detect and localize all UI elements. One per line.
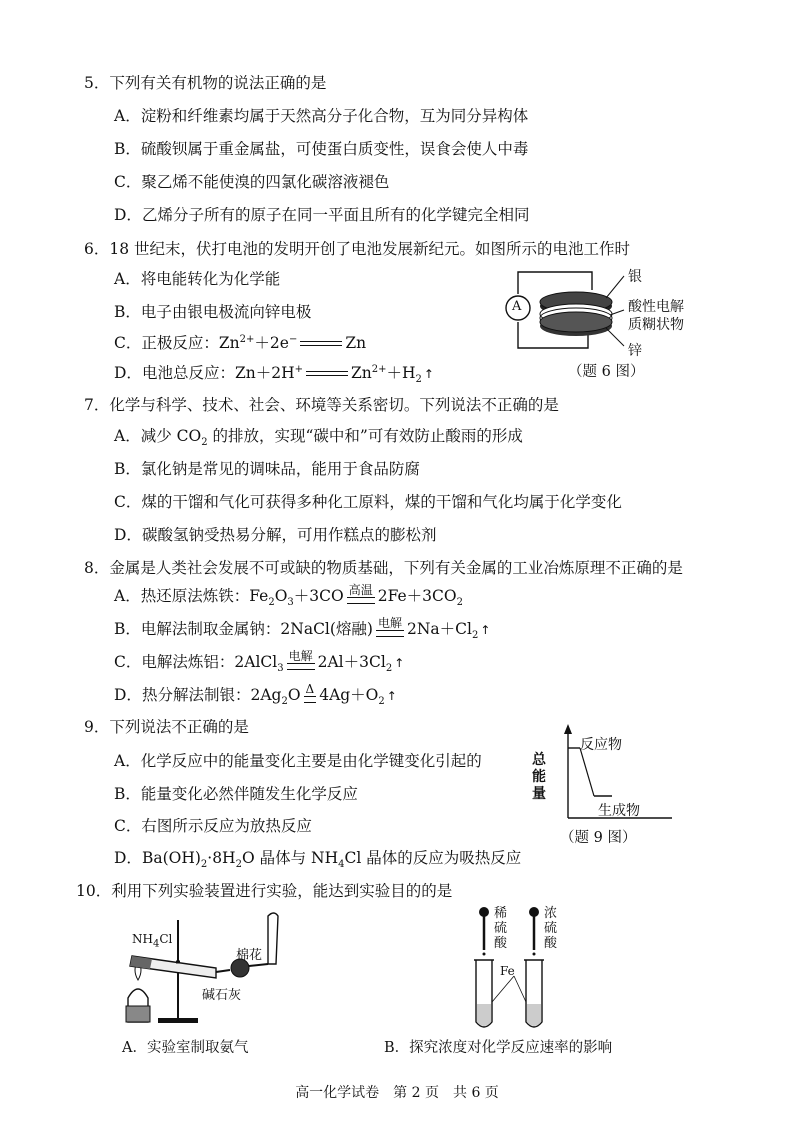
gas-arrow-icon: ↑ bbox=[394, 656, 405, 670]
figure-10a-caption: A．实验室制取氨气 bbox=[122, 1040, 249, 1056]
equals-bar bbox=[306, 370, 348, 378]
soda-lime-label: 碱石灰 bbox=[202, 988, 242, 1003]
question-6-option-d: D．电池总反应：Zn＋2H+ $Zn^{2+}+H_2$ ↑ bbox=[114, 363, 434, 386]
question-6-option-b: B．电子由银电极流向锌电极 bbox=[114, 303, 312, 321]
question-8-option-a: A．热还原法炼铁：$Fe_2O_3+3CO$ 高温 $2Fe+3CO_2$ bbox=[114, 583, 463, 609]
question-5-option-a: A．淀粉和纤维素均属于天然高分子化合物，互为同分异构体 bbox=[114, 107, 529, 125]
zinc-label: 锌 bbox=[628, 343, 642, 359]
question-10-stem: 10．利用下列实验装置进行实验，能达到实验目的的是 bbox=[76, 882, 453, 900]
silver-label: 银 bbox=[628, 269, 642, 285]
gas-arrow-icon: ↑ bbox=[423, 367, 434, 381]
electrolyte-label-1: 酸性电解 bbox=[628, 299, 684, 315]
product-label: 生成物 bbox=[598, 803, 640, 819]
question-5-option-d: D．乙烯分子所有的原子在同一平面且所有的化学键完全相同 bbox=[114, 206, 530, 224]
question-5-stem: 5．下列有关有机物的说法正确的是 bbox=[84, 74, 327, 92]
question-8-stem: 8．金属是人类社会发展不可或缺的物质基础，下列有关金属的工业冶炼原理不正确的是 bbox=[84, 559, 683, 577]
condition-electrolysis: 电解 bbox=[287, 650, 315, 676]
question-7-option-a: A．减少 $CO_2$ 的排放，实现“碳中和”可有效防止酸雨的形成 bbox=[114, 427, 523, 449]
question-7-stem: 7．化学与科学、技术、社会、环境等关系密切。下列说法不正确的是 bbox=[84, 396, 559, 414]
question-9-option-c: C．右图所示反应为放热反应 bbox=[114, 817, 312, 835]
condition-electrolysis: 电解 bbox=[376, 617, 404, 643]
ammonium-chloride-label: $NH_4Cl$ bbox=[132, 932, 173, 950]
concentration-apparatus-diagram bbox=[466, 902, 586, 1032]
ammonia-apparatus-diagram bbox=[118, 910, 318, 1030]
iron-label: Fe bbox=[500, 964, 515, 978]
dilute-acid-label: 稀硫酸 bbox=[494, 906, 508, 951]
question-5-option-c: C．聚乙烯不能使溴的四氯化碳溶液褪色 bbox=[114, 173, 390, 191]
figure-6-voltaic-cell bbox=[496, 262, 736, 382]
question-7-option-c: C．煤的干馏和气化可获得多种化工原料，煤的干馏和气化均属于化学变化 bbox=[114, 493, 622, 511]
figure-10b-caption: B．探究浓度对化学反应速率的影响 bbox=[384, 1040, 613, 1056]
question-7-option-d: D．碳酸氢钠受热易分解，可用作糕点的膨松剂 bbox=[114, 526, 437, 544]
question-9-option-b: B．能量变化必然伴随发生化学反应 bbox=[114, 785, 358, 803]
question-6-option-c: C．正极反应：$Zn^{2+}+2e^-$ Zn bbox=[114, 333, 367, 352]
cotton-label: 棉花 bbox=[236, 948, 263, 963]
energy-axis-label: 总能量 bbox=[532, 752, 546, 802]
figure-6-caption: （题 6 图） bbox=[568, 364, 645, 380]
gas-arrow-icon: ↑ bbox=[480, 623, 491, 637]
question-8-option-c: C．电解法炼铝：2AlCl$_3$ 电解 $2Al+3Cl_2$ ↑ bbox=[114, 649, 405, 675]
question-8-option-b: B．电解法制取金属钠：2NaCl(熔融) 电解 $2Na+Cl_2$ ↑ bbox=[114, 616, 491, 642]
figure-9-caption: （题 9 图） bbox=[560, 830, 637, 846]
figure-10a-ammonia-apparatus bbox=[118, 910, 318, 1030]
question-8-option-d: D．热分解法制银：$2Ag_2O$ Δ $4Ag+O_2$ ↑ bbox=[114, 682, 397, 708]
equals-bar bbox=[300, 340, 342, 348]
question-9-option-d: D．$Ba(OH)_2\cdot 8H_2O$ 晶体与 $NH_4Cl$ 晶体的反应为吸热反应 bbox=[114, 849, 522, 871]
question-5-option-b: B．硫酸钡属于重金属盐，可使蛋白质变性，误食会使人中毒 bbox=[114, 140, 529, 158]
reactant-label: 反应物 bbox=[580, 737, 622, 753]
ammeter-label: A bbox=[512, 299, 522, 314]
electrolyte-label-2: 质糊状物 bbox=[628, 317, 684, 333]
question-6-option-a: A．将电能转化为化学能 bbox=[114, 270, 281, 288]
question-6-stem: 6．18 世纪末，伏打电池的发明开创了电池发展新纪元。如图所示的电池工作时 bbox=[84, 240, 631, 258]
gas-arrow-icon: ↑ bbox=[386, 689, 397, 703]
condition-high-temp: 高温 bbox=[347, 584, 375, 610]
figure-10b-concentration-apparatus bbox=[466, 902, 586, 1032]
condition-heat: Δ bbox=[304, 683, 317, 709]
figure-9-energy-diagram bbox=[532, 722, 682, 850]
question-9-stem: 9．下列说法不正确的是 bbox=[84, 718, 249, 736]
concentrated-acid-label: 浓硫酸 bbox=[544, 906, 558, 951]
page-footer: 高一化学试卷 第 2 页 共 6 页 bbox=[295, 1085, 499, 1101]
question-7-option-b: B．氯化钠是常见的调味品，能用于食品防腐 bbox=[114, 460, 420, 478]
question-9-option-a: A．化学反应中的能量变化主要是由化学键变化引起的 bbox=[114, 752, 482, 770]
